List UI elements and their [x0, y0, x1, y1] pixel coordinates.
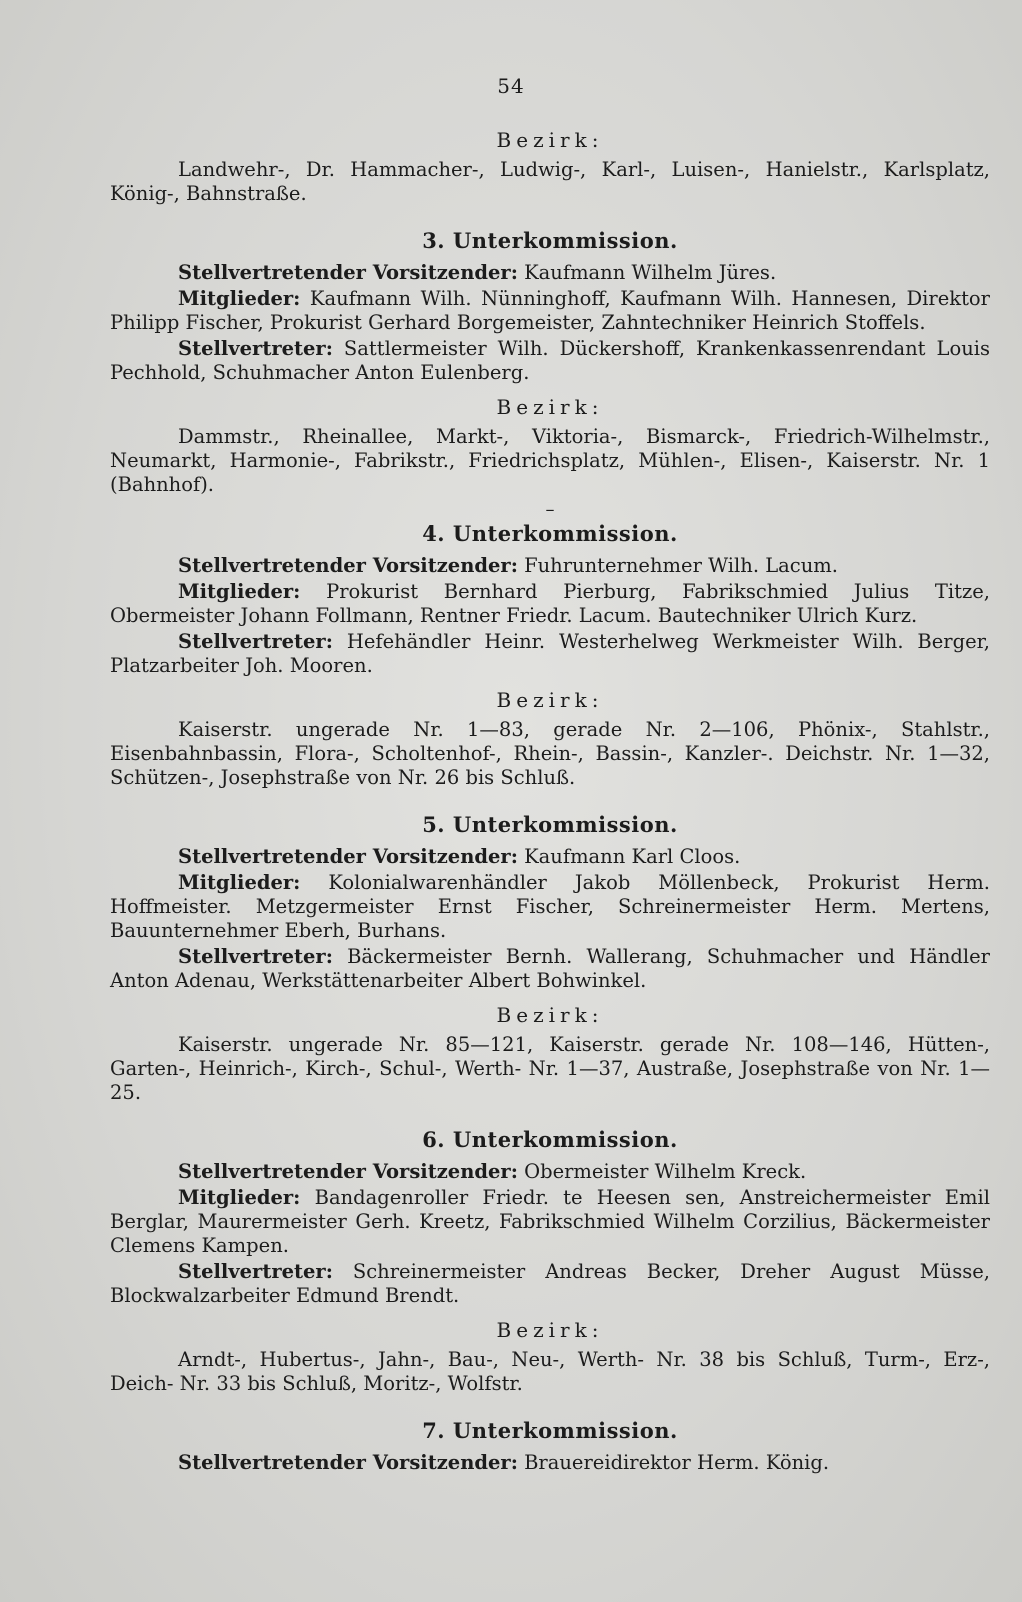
- subcommission-5: [110, 812, 990, 1105]
- bezirk-streets: Kaiserstr. ungerade Nr. 85—121, Kaiserstr. gerade Nr. 108—146, Hütten-, Garten-, Heinrich-, Kirch-, Schul-, Werth- Nr. 1—37, Austraße, Josephstraße von Nr. 1—25.: [110, 1033, 990, 1104]
- section-title: 7. Unterkommission.: [422, 1418, 678, 1443]
- chair-name: Fuhrunternehmer Wilh. Lacum.: [524, 554, 838, 577]
- deputies-names: Bäckermeister Bernh. Wallerang, Schuhmacher und Händler Anton Adenau, Werkstättenarbeiter Albert Bohwinkel.: [110, 945, 990, 992]
- chair-name: Kaufmann Wilhelm Jüres.: [524, 261, 777, 284]
- chair-line: [110, 261, 990, 285]
- bezirk-heading: Bezirk:: [496, 688, 604, 712]
- section-title: 4. Unterkommission.: [422, 521, 678, 546]
- chair-name: Brauereidirektor Herm. König.: [524, 1451, 830, 1474]
- members-names: Kolonialwarenhändler Jakob Möllenbeck, Prokurist Herm. Hoffmeister. Metzgermeister Ernst Fischer, Schreinermeister Herm. Mertens, Bauunternehmer Eberh, Burhans.: [110, 871, 990, 942]
- deputies-label: Stellvertreter:: [178, 337, 333, 360]
- deputies-label: Stellvertreter:: [178, 630, 333, 653]
- members-names: Bandagenroller Friedr. te Heesen sen, Anstreichermeister Emil Berglar, Maurermeister Gerh. Kreetz, Fabrikschmied Wilhelm Corzilius, Bäckermeister Clemens Kampen.: [110, 1186, 991, 1257]
- chair-line: [110, 845, 990, 869]
- deputies-line: [110, 337, 990, 385]
- members-names: Kaufmann Wilh. Nünninghoff, Kaufmann Wilh. Hannesen, Direktor Philipp Fischer, Prokurist Gerhard Borgemeister, Zahntechniker Heinrich Stoffels.: [110, 287, 990, 334]
- bezirk-heading: Bezirk:: [496, 1003, 604, 1027]
- divider-dash: –: [545, 499, 555, 520]
- deputies-line: [110, 630, 990, 678]
- deputies-line: [110, 945, 990, 993]
- deputies-label: Stellvertreter:: [178, 1260, 333, 1283]
- members-label: Mitglieder:: [178, 580, 301, 603]
- chair-label: Stellvertretender Vorsitzender:: [178, 1160, 518, 1183]
- deputies-label: Stellvertreter:: [178, 945, 333, 968]
- bezirk-streets: Landwehr-, Dr. Hammacher-, Ludwig-, Karl-, Luisen-, Hanielstr., Karlsplatz, König-, Bahnstraße.: [110, 158, 990, 205]
- subcommission-4: [110, 521, 990, 790]
- chair-line: [110, 1160, 990, 1184]
- chair-name: Obermeister Wilhelm Kreck.: [524, 1160, 807, 1183]
- chair-label: Stellvertretender Vorsitzender:: [178, 261, 518, 284]
- section-title: 6. Unterkommission.: [422, 1127, 678, 1152]
- bezirk-heading: Bezirk:: [496, 128, 604, 152]
- bezirk-streets: Arndt-, Hubertus-, Jahn-, Bau-, Neu-, Werth- Nr. 38 bis Schluß, Turm-, Erz-, Deich- Nr. 33 bis Schluß, Moritz-, Wolfstr.: [110, 1348, 990, 1395]
- page-number: 54: [497, 74, 525, 98]
- members-label: Mitglieder:: [178, 287, 301, 310]
- subcommission-3: [110, 228, 991, 520]
- members-label: Mitglieder:: [178, 1186, 301, 1209]
- chair-name: Kaufmann Karl Cloos.: [524, 845, 741, 868]
- chair-label: Stellvertretender Vorsitzender:: [178, 554, 518, 577]
- members-line: [110, 871, 990, 943]
- deputies-names: Hefehändler Heinr. Westerhelweg Werkmeister Wilh. Berger, Platzarbeiter Joh. Mooren.: [110, 630, 990, 677]
- bezirk-streets: Kaiserstr. ungerade Nr. 1—83, gerade Nr. 2—106, Phönix-, Stahlstr., Eisenbahnbassin, Flora-, Scholtenhof-, Rhein-, Bassin-, Kanzler-. Deichstr. Nr. 1—32, Schützen-, Josephstraße von Nr. 26 bis Schluß.: [110, 718, 990, 789]
- subcommission-6: [110, 1127, 990, 1396]
- bezirk-heading: Bezirk:: [496, 1318, 604, 1342]
- chair-label: Stellvertretender Vorsitzender:: [178, 845, 518, 868]
- page-content: [110, 118, 990, 1477]
- members-label: Mitglieder:: [178, 871, 301, 894]
- members-line: [110, 287, 990, 335]
- chair-line: [110, 1451, 990, 1475]
- chair-line: [110, 554, 990, 578]
- members-names: Prokurist Bernhard Pierburg, Fabrikschmied Julius Titze, Obermeister Johann Follmann, Rentner Friedr. Lacum. Bautechniker Ulrich Kurz.: [110, 580, 991, 627]
- members-line: [110, 580, 990, 628]
- bezirk-streets: Dammstr., Rheinallee, Markt-, Viktoria-, Bismarck-, Friedrich-Wilhelmstr., Neumarkt, Harmonie-, Fabrikstr., Friedrichsplatz, Mühlen-, Elisen-, Kaiserstr. Nr. 1 (Bahnhof).: [110, 425, 990, 496]
- chair-label: Stellvertretender Vorsitzender:: [178, 1451, 518, 1474]
- section-title: 5. Unterkommission.: [422, 812, 678, 837]
- bezirk-heading: Bezirk:: [496, 395, 604, 419]
- deputies-names: Schreinermeister Andreas Becker, Dreher August Müsse, Blockwalzarbeiter Edmund Brendt.: [110, 1260, 990, 1307]
- subcommission-7: [110, 1418, 990, 1475]
- section-title: 3. Unterkommission.: [422, 228, 678, 253]
- deputies-names: Sattlermeister Wilh. Dückershoff, Krankenkassenrendant Louis Pechhold, Schuhmacher Anton Eulenberg.: [110, 337, 991, 384]
- members-line: [110, 1186, 990, 1258]
- deputies-line: [110, 1260, 990, 1308]
